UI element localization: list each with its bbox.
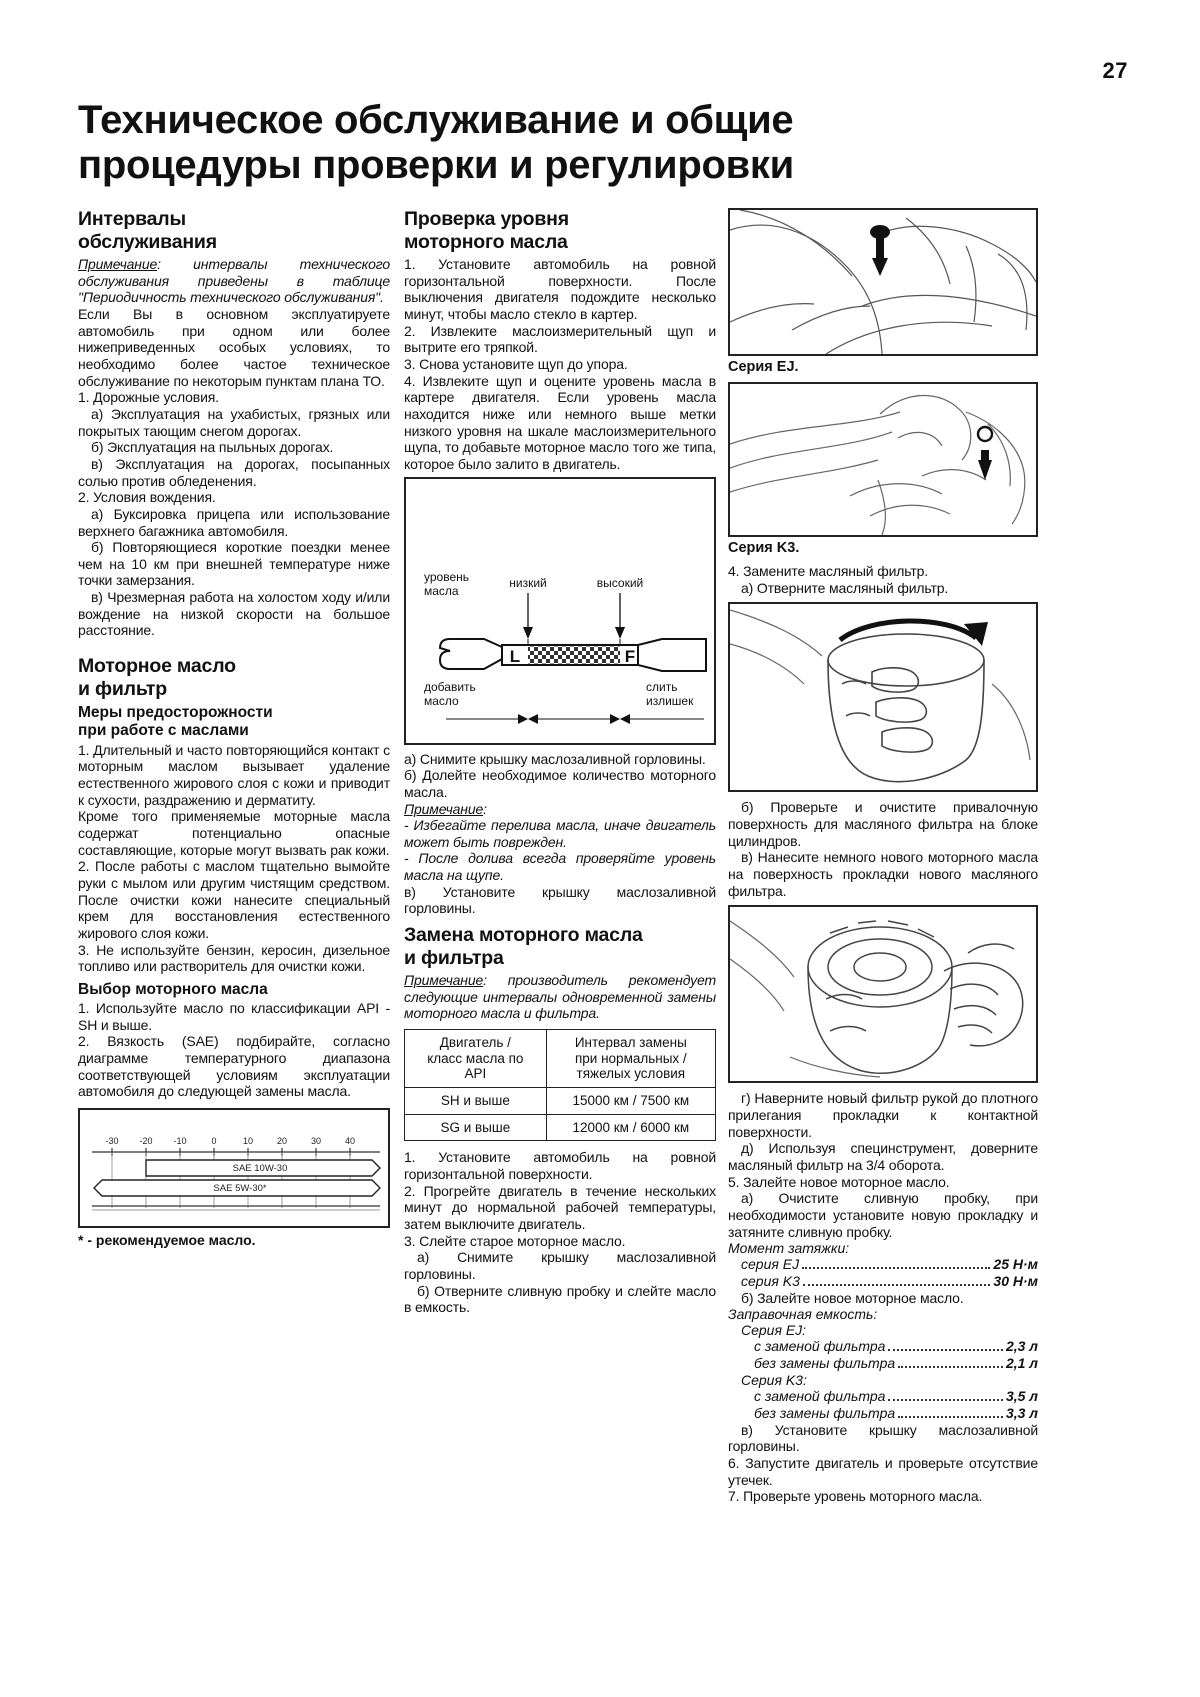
heading-oil-and-filter-change	[404, 924, 716, 970]
final-step-6: 6. Запустите двигатель и проверьте отсутствие утечек.	[728, 1454, 1038, 1488]
subheading-line-1: Меры предосторожности	[78, 704, 273, 722]
oil-choice-1: 1. Используйте масло по классификации API - SH и выше.	[78, 1000, 390, 1033]
label-oil-level-line1: уровень	[424, 569, 470, 584]
filter-step-4v: в) Нанесите немного нового моторного масла на поверхность прокладки нового масляного фильтра.	[728, 849, 1038, 899]
torque-row-ej	[728, 1256, 1038, 1273]
table-header-row	[405, 1030, 716, 1088]
list-item-2v: в) Чрезмерная работа на холостом ходу и/или вождение на низкой скорости на большое расстояние.	[78, 589, 390, 639]
page-title-line-1: Техническое обслуживание и общие	[78, 98, 794, 142]
subheading-oil-selection: Выбор моторного масла	[78, 980, 268, 998]
dipstick-diagram	[404, 477, 716, 745]
mark-F: F	[624, 646, 636, 666]
filter-step-4d: д) Используя специнструмент, доверните масляный фильтр на 3/4 оборота.	[728, 1140, 1038, 1173]
label-high: высокий	[596, 575, 644, 590]
note-refill	[404, 801, 716, 818]
leader-dots	[802, 1267, 990, 1269]
list-item-1v: в) Эксплуатация на дорогах, посыпанных солью против обледенения.	[78, 455, 390, 489]
capacity-name: без замены фильтра	[754, 1404, 896, 1421]
subheading-line-2: при работе с маслами	[78, 722, 249, 740]
photo-filter-removal-svg	[730, 604, 1036, 790]
heading-line-1: Интервалы	[78, 208, 186, 230]
dipstick-svg	[406, 479, 714, 743]
band-label-5w30: SAE 5W-30*	[213, 1183, 267, 1195]
torque-value: 25 Н·м	[993, 1256, 1038, 1273]
final-step-7: 7. Проверьте уровень моторного масла.	[728, 1488, 983, 1505]
leader-dots	[888, 1399, 1003, 1401]
check-step-2: 2. Извлеките маслоизмерительный щуп и вытрите его тряпкой.	[404, 322, 716, 356]
oil-fill-step-5a: а) Очистите сливную пробку, при необходимости установите новую прокладку и затяните сливную пробку.	[728, 1190, 1038, 1240]
label-add-oil-line2: масло	[424, 693, 459, 708]
note-text: : производитель рекомендует следующие интервалы одновременной замены моторного масла и фильтра.	[404, 972, 716, 1022]
filter-step-4b: б) Проверьте и очистите привалочную поверхность для масляного фильтра на блоке цилиндров.	[728, 799, 1038, 849]
check-step-1: 1. Установите автомобиль на ровной горизонтальной поверхности. После выключения двигателя подождите несколько минут, чтобы масло стекло в картер.	[404, 256, 716, 322]
cell-oil-class: SG и выше	[405, 1114, 547, 1141]
capacity-name: с заменой фильтра	[754, 1338, 886, 1355]
heading-line-2: и фильтра	[404, 947, 504, 970]
hdr-line-1: Интервал замены	[574, 1035, 687, 1051]
leader-dots	[888, 1349, 1003, 1351]
list-item-1b: б) Эксплуатация на пыльных дорогах.	[91, 439, 334, 456]
tick-label: -20	[139, 1136, 153, 1147]
heading-oil-level-check	[404, 208, 716, 254]
hdr-line-1: Двигатель /	[439, 1035, 511, 1051]
capacity-name: с заменой фильтра	[754, 1388, 886, 1404]
capacity-value: 2,3 л	[1005, 1338, 1038, 1355]
heading-engine-oil-filter	[78, 655, 390, 701]
left-column	[78, 208, 390, 1248]
oil-fill-step-5v: в) Установите крышку маслозаливной горловины.	[728, 1421, 1038, 1455]
label-drain-line1: слить	[646, 679, 678, 694]
heading-line-2: и фильтр	[78, 678, 167, 701]
subheading-oil-precautions	[78, 704, 390, 741]
tick-label: 40	[344, 1136, 356, 1147]
heading-line-1: Моторное масло	[78, 655, 236, 678]
photo-engine-bay-ej	[728, 208, 1038, 356]
check-step-3: 3. Снова установите щуп до упора.	[404, 355, 628, 372]
capacity-group-k3: Серия K3:	[741, 1372, 807, 1388]
hdr-line-3: API	[464, 1066, 487, 1082]
filter-step-4a: а) Отверните масляный фильтр.	[741, 579, 949, 596]
precaution-1: 1. Длительный и часто повторяющийся контакт с моторным маслом вызывает удаление естественного жирового слоя с кожи и приводит к сухости, раздражению и дерматиту.	[78, 741, 390, 808]
heading-service-intervals	[78, 208, 390, 254]
tick-label: 0	[211, 1136, 217, 1147]
cell-oil-class: SH и выше	[405, 1088, 547, 1115]
change-step-3a: а) Снимите крышку маслозаливной горловины.	[404, 1249, 716, 1282]
note-label: Примечание	[404, 972, 484, 989]
table-row	[405, 1088, 716, 1115]
precaution-1b: Кроме того применяемые моторные масла содержат потенциально опасные составляющие, которые могут вызвать рак кожи.	[78, 808, 390, 858]
caption-series-k3: Серия K3.	[728, 540, 800, 556]
oil-fill-step-5b: б) Залейте новое моторное масло.	[741, 1289, 964, 1306]
torque-heading: Момент затяжки:	[728, 1240, 850, 1257]
photo-filter-install	[728, 905, 1038, 1083]
photo-filter-install-svg	[730, 907, 1036, 1081]
photo-k3-svg	[730, 384, 1036, 535]
caption-series-ej: Серия EJ.	[728, 359, 799, 375]
photo-filter-removal	[728, 602, 1038, 792]
leader-dots	[898, 1366, 1003, 1368]
filter-step-4g: г) Наверните новый фильтр рукой до плотного прилегания прокладки к контактной поверхности.	[728, 1090, 1038, 1140]
leader-dots	[803, 1284, 991, 1286]
list-item-2b: б) Повторяющиеся короткие поездки менее чем на 10 км при внешней температуре ниже точки замерзания.	[78, 539, 390, 589]
tick-label: 10	[242, 1136, 254, 1147]
change-step-2: 2. Прогрейте двигатель в течение нескольких минут до нормальной рабочей температуры, затем выключите двигатель.	[404, 1182, 716, 1232]
heading-line-2: моторного масла	[404, 231, 568, 253]
list-item-1a: а) Эксплуатация на ухабистых, грязных или покрытых тающим снегом дорогах.	[78, 405, 390, 439]
refill-step-b: б) Долейте необходимое количество моторного масла.	[404, 767, 716, 800]
spacer	[404, 917, 716, 924]
precaution-2: 2. После работы с маслом тщательно вымойте руки с мылом или другим чистящим средством. После очистки кожи нанесите специальный крем для восстановления естественного жирового слоя кожи.	[78, 858, 390, 941]
label-add-oil-line1: добавить	[424, 679, 476, 694]
capacity-name: без замены фильтра	[754, 1355, 896, 1372]
heading-line-1: Проверка уровня	[404, 208, 569, 230]
oil-choice-2: 2. Вязкость (SAE) подбирайте, согласно диаграмме температурного диапазона соответствующей условиям эксплуатации автомобиля до следующей замены масла.	[78, 1033, 390, 1100]
table-header-change-interval	[546, 1030, 715, 1088]
hdr-line-2: при нормальных /	[574, 1050, 687, 1066]
spacer	[78, 975, 390, 978]
label-low: низкий	[509, 575, 547, 590]
torque-name: серия K3	[741, 1272, 800, 1289]
right-column	[728, 208, 1038, 1505]
filter-step-4: 4. Замените масляный фильтр.	[728, 563, 928, 579]
capacity-heading: Заправочная емкость:	[728, 1306, 878, 1323]
list-item-2a: а) Буксировка прицепа или использование верхнего багажника автомобиля.	[78, 505, 390, 539]
tick-label: -30	[105, 1136, 119, 1147]
note-refill-item-1: - Избегайте перелива масла, иначе двигатель может быть поврежден.	[404, 817, 716, 850]
refill-step-a: а) Снимите крышку маслозаливной горловины.	[404, 750, 706, 767]
tick-label: 20	[276, 1136, 288, 1147]
refill-step-v: в) Установите крышку маслозаливной горловины.	[404, 883, 716, 917]
capacity-k3-without-filter	[728, 1405, 1038, 1422]
page-title	[78, 98, 1126, 188]
page-number: 27	[1102, 58, 1128, 83]
precaution-3: 3. Не используйте бензин, керосин, дизельное топливо или растворитель для очистки кожи.	[78, 941, 390, 975]
torque-name: серия EJ	[741, 1256, 800, 1273]
change-step-3: 3. Слейте старое моторное масло.	[404, 1232, 626, 1249]
check-step-4: 4. Извлеките щуп и оцените уровень масла в картере двигателя. Если уровень масла находится ниже или немного выше метки низкого уровня на шкале маслоизмерительного щупа, то добавьте моторное масло того же типа, которое было залито в двигатель.	[404, 372, 716, 472]
note-service-intervals	[78, 256, 390, 306]
tick-label: 30	[310, 1136, 322, 1147]
change-step-3b: б) Отверните сливную пробку и слейте масло в емкость.	[404, 1282, 716, 1316]
table-header-engine-oil-class	[405, 1030, 547, 1088]
oil-change-interval-table	[404, 1029, 716, 1141]
heading-line-2: обслуживания	[78, 231, 217, 253]
page-title-line-2: процедуры проверки и регулировки	[78, 142, 794, 187]
tick-label: -10	[173, 1136, 187, 1147]
dipstick-marker-icon	[870, 225, 890, 276]
filter-location-marker-icon	[978, 427, 992, 480]
note-text: : интервалы технического обслуживания приведены в таблице "Периодичность технического обслуживания".	[78, 256, 390, 306]
capacity-value: 3,3 л	[1005, 1404, 1038, 1421]
label-drain-line2: излишек	[646, 693, 694, 708]
list-item-driving-conditions: 2. Условия вождения.	[78, 489, 216, 506]
hdr-line-2: класс масла по	[427, 1050, 524, 1066]
heading-line-1: Замена моторного масла	[404, 924, 643, 947]
capacity-group-ej: Серия EJ:	[741, 1322, 807, 1339]
leader-dots	[898, 1416, 1003, 1418]
middle-column	[404, 208, 716, 1316]
viscosity-chart-footnote: * - рекомендуемое масло.	[78, 1232, 256, 1249]
note-colon: :	[483, 800, 487, 817]
table-row	[405, 1114, 716, 1141]
mark-L: L	[509, 646, 521, 666]
band-label-10w30: SAE 10W-30	[232, 1163, 288, 1175]
label-oil-level-line2: масла	[424, 583, 459, 598]
spacer	[78, 639, 390, 655]
viscosity-temperature-chart	[78, 1108, 390, 1228]
torque-value: 30 Н·м	[993, 1272, 1038, 1289]
capacity-value: 2,1 л	[1005, 1355, 1038, 1372]
photo-engine-bay-k3	[728, 382, 1038, 537]
capacity-ej-without-filter	[728, 1355, 1038, 1372]
capacity-ej-with-filter	[728, 1338, 1038, 1355]
capacity-value: 3,5 л	[1005, 1388, 1038, 1404]
note-label: Примечание	[404, 800, 484, 817]
cell-interval: 12000 км / 6000 км	[546, 1114, 715, 1141]
para-special-conditions: Если Вы в основном эксплуатируете автомобиль при одном или более нижеприведенных особых условиях, то необходимо более частое техническое обслуживание по некоторым пунктам плана ТО.	[78, 305, 390, 389]
photo-ej-svg	[730, 210, 1036, 354]
note-label: Примечание	[78, 256, 158, 272]
note-refill-item-2: - После долива всегда проверяйте уровень масла на щупе.	[404, 850, 716, 884]
hdr-line-3: тяжелых условия	[576, 1066, 686, 1082]
change-step-1: 1. Установите автомобиль на ровной горизонтальной поверхности.	[404, 1149, 716, 1182]
note-change-intervals	[404, 972, 716, 1022]
viscosity-chart-svg	[80, 1110, 388, 1226]
cell-interval: 15000 км / 7500 км	[546, 1088, 715, 1115]
oil-fill-step-5: 5. Залейте новое моторное масло.	[728, 1173, 950, 1190]
list-item-road-conditions: 1. Дорожные условия.	[78, 389, 219, 406]
torque-row-k3	[728, 1273, 1038, 1290]
capacity-k3-with-filter	[728, 1388, 1038, 1405]
